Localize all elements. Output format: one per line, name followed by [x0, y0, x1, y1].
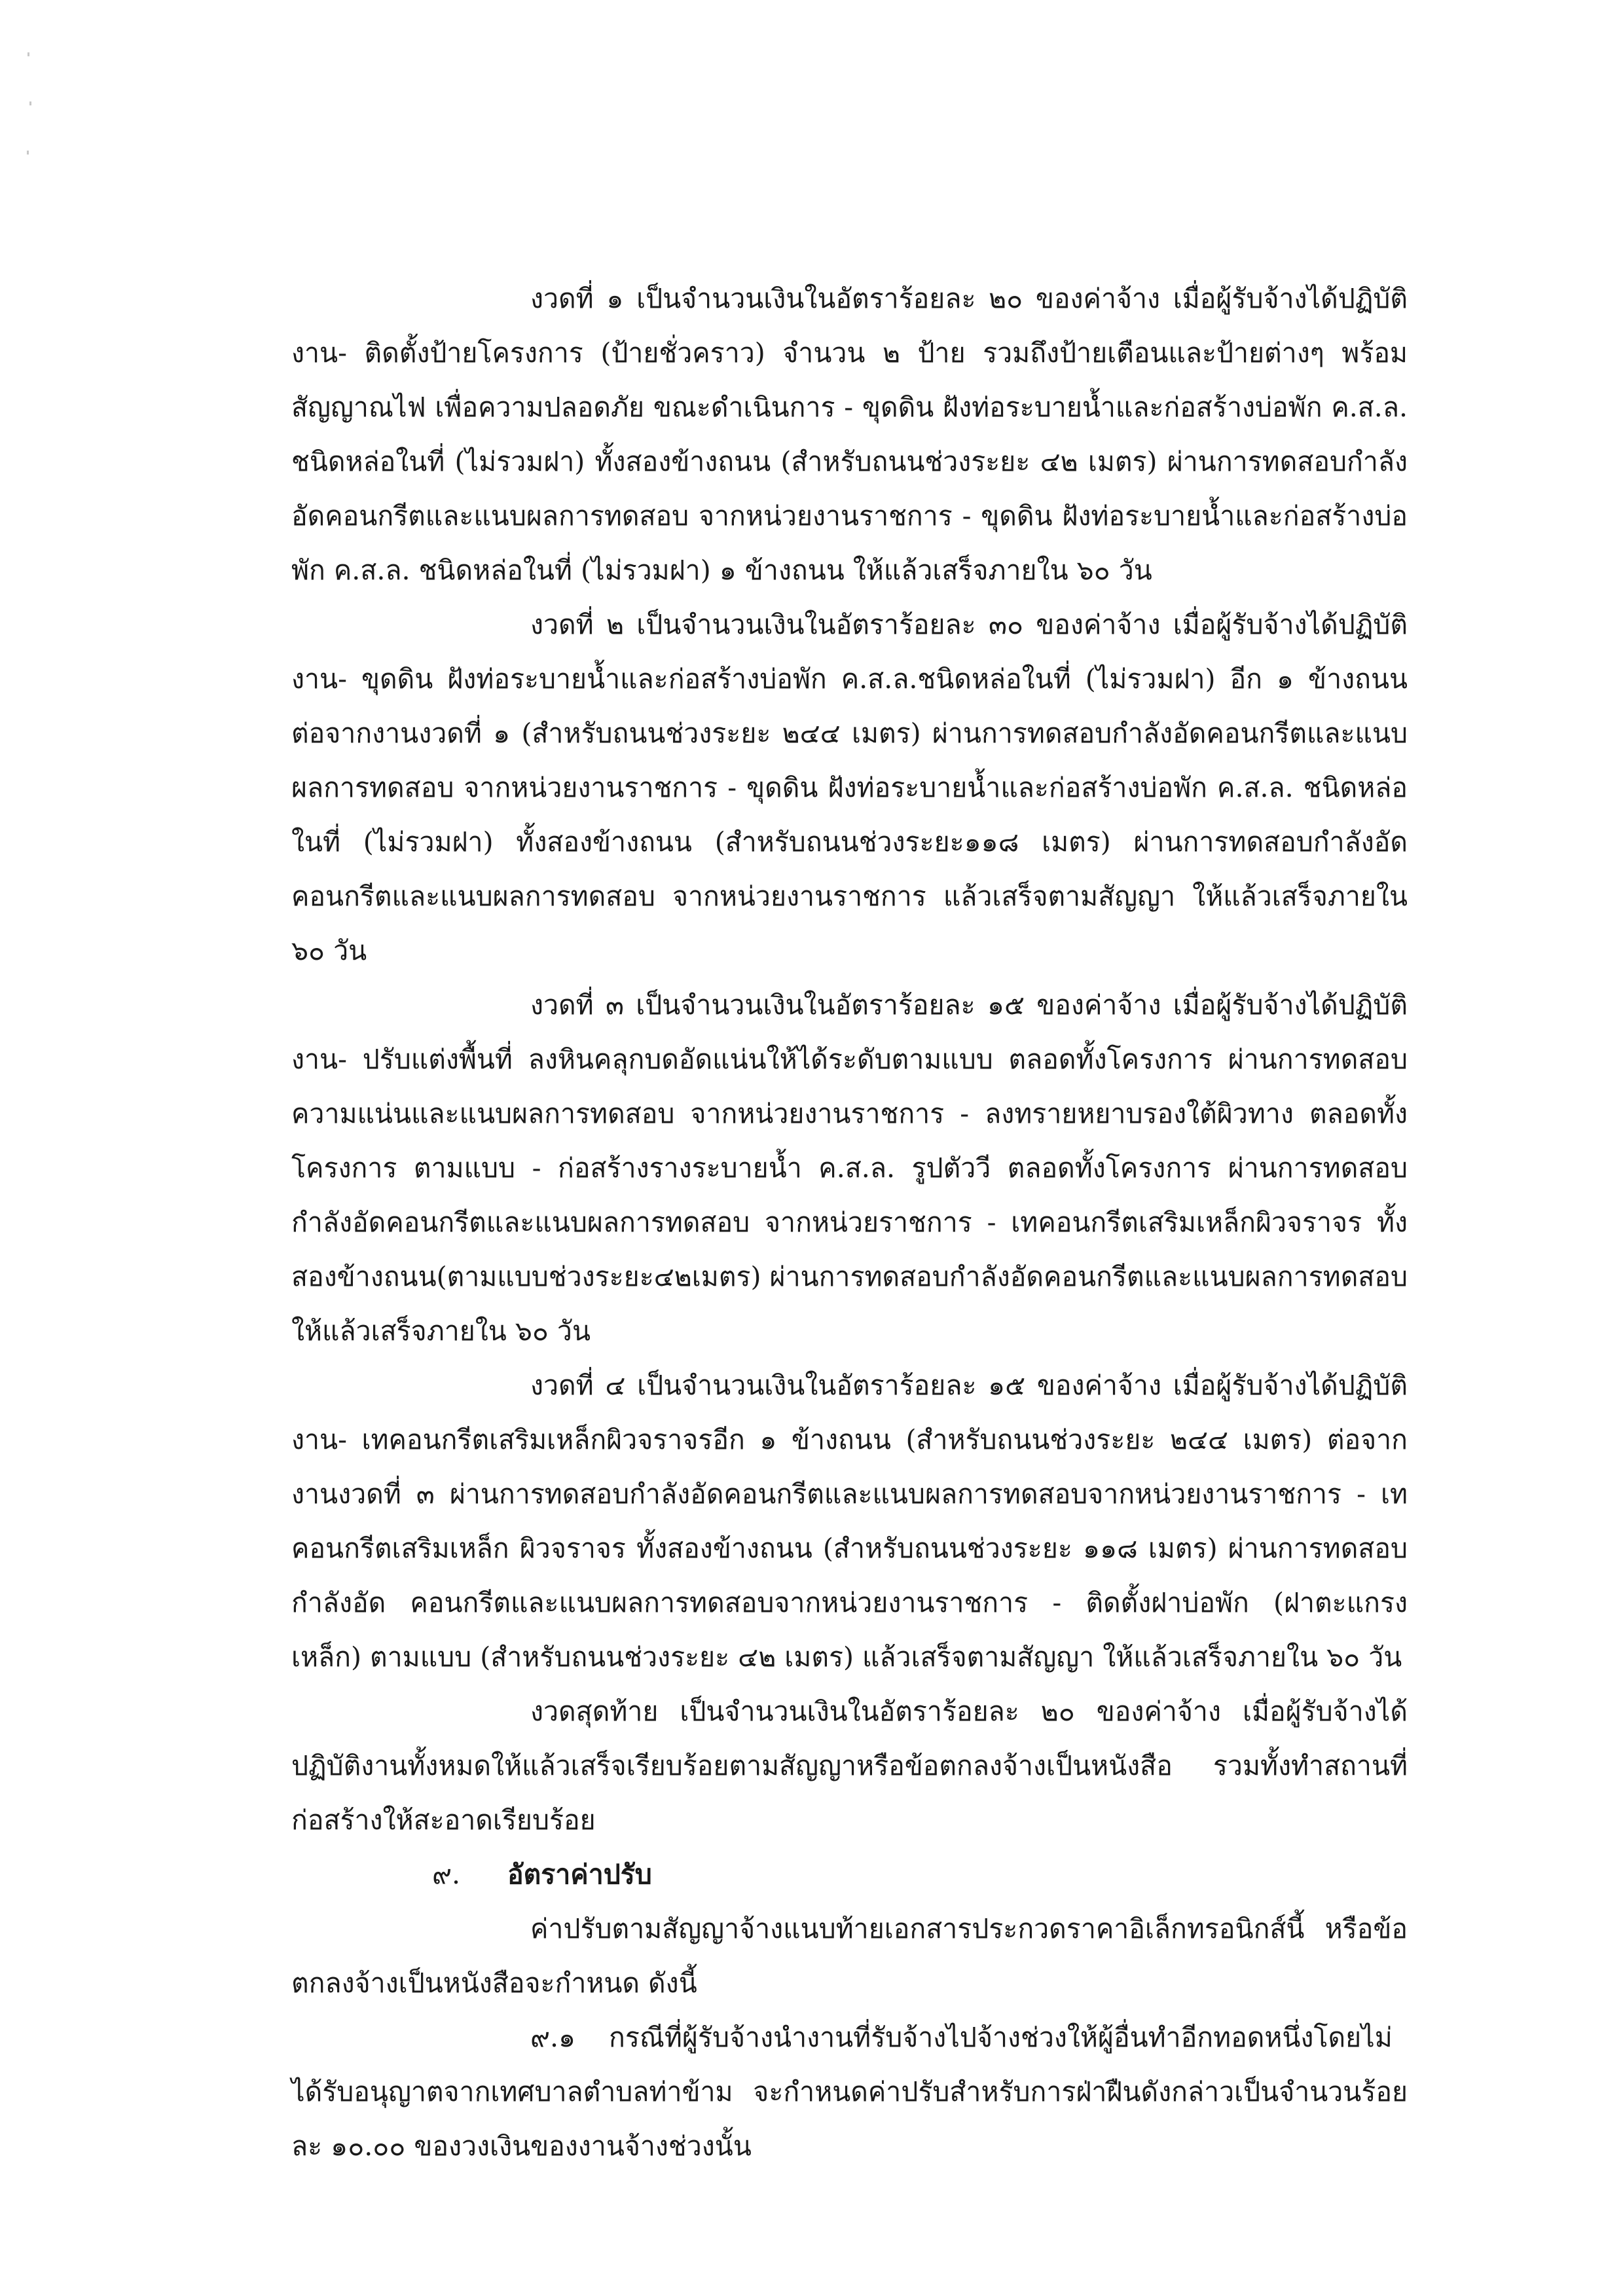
- installment-final-paragraph: งวดสุดท้าย เป็นจำนวนเงินในอัตราร้อยละ ๒๐ ของค่าจ้าง เมื่อผู้รับจ้างได้ปฏิบัติงานทั้งหมดให้แล้วเสร็จเรียบร้อยตามสัญญาหรือข้อตกลงจ้างเป็นหนังสือ รวมทั้งทำสถานที่ก่อสร้างให้สะอาดเรียบร้อย: [291, 1696, 1408, 1836]
- section-9-1-paragraph: [291, 2011, 1408, 2174]
- section-9-1-number: ๙.๑: [530, 2022, 576, 2053]
- scan-speck: [27, 151, 29, 155]
- scan-artifacts: [26, 39, 33, 170]
- section-9-heading: [291, 1848, 1408, 1902]
- section-9-1-text: กรณีที่ผู้รับจ้างนำงานที่รับจ้างไปจ้างช่วงให้ผู้อื่นทำอีกทอดหนึ่งโดยไม่ได้รับอนุญาตจากเทศบาลตำบลท่าข้าม จะกำหนดค่าปรับสำหรับการฝ่าฝืนดังกล่าวเป็นจำนวนร้อยละ ๑๐.๐๐ ของวงเงินของงานจ้างช่วงนั้น: [291, 2022, 1408, 2162]
- document-body: [291, 272, 1408, 2174]
- installment-4-paragraph: งวดที่ ๔ เป็นจำนวนเงินในอัตราร้อยละ ๑๕ ของค่าจ้าง เมื่อผู้รับจ้างได้ปฏิบัติงาน- เทคอนกรีตเสริมเหล็กผิวจราจรอีก ๑ ข้างถนน (สำหรับถนนช่วงระยะ ๒๔๔ เมตร) ต่อจากงานงวดที่ ๓ ผ่านการทดสอบกำลังอัดคอนกรีตและแนบผลการทดสอบจากหน่วยงานราชการ - เทคอนกรีตเสริมเหล็ก ผิวจราจร ทั้งสองข้างถนน (สำหรับถนนช่วงระยะ ๑๑๘ เมตร) ผ่านการทดสอบกำลังอัด คอนกรีตและแนบผลการทดสอบจากหน่วยงานราชการ - ติดตั้งฝาบ่อพัก (ฝาตะแกรงเหล็ก) ตามแบบ (สำหรับถนนช่วงระยะ ๔๒ เมตร) แล้วเสร็จตามสัญญา ให้แล้วเสร็จภายใน ๖๐ วัน: [291, 1370, 1408, 1673]
- installment-3-paragraph: งวดที่ ๓ เป็นจำนวนเงินในอัตราร้อยละ ๑๕ ของค่าจ้าง เมื่อผู้รับจ้างได้ปฏิบัติงาน- ปรับแต่งพื้นที่ ลงหินคลุกบดอัดแน่นให้ได้ระดับตามแบบ ตลอดทั้งโครงการ ผ่านการทดสอบความแน่นและแนบผลการทดสอบ จากหน่วยงานราชการ - ลงทรายหยาบรองใต้ผิวทาง ตลอดทั้งโครงการ ตามแบบ - ก่อสร้างรางระบายน้ำ ค.ส.ล. รูปตัววี ตลอดทั้งโครงการ ผ่านการทดสอบกำลังอัดคอนกรีตและแนบผลการทดสอบ จากหน่วยราชการ - เทคอนกรีตเสริมเหล็กผิวจราจร ทั้งสองข้างถนน(ตามแบบช่วงระยะ๔๒เมตร) ผ่านการทดสอบกำลังอัดคอนกรีตและแนบผลการทดสอบ ให้แล้วเสร็จภายใน ๖๐ วัน: [291, 989, 1408, 1347]
- scan-speck: [27, 52, 29, 56]
- section-9-intro: ค่าปรับตามสัญญาจ้างแนบท้ายเอกสารประกวดราคาอิเล็กทรอนิกส์นี้ หรือข้อตกลงจ้างเป็นหนังสือจะกำหนด ดังนี้: [291, 1913, 1408, 1999]
- installment-2-paragraph: งวดที่ ๒ เป็นจำนวนเงินในอัตราร้อยละ ๓๐ ของค่าจ้าง เมื่อผู้รับจ้างได้ปฏิบัติงาน- ขุดดิน ฝังท่อระบายน้ำและก่อสร้างบ่อพัก ค.ส.ล.ชนิดหล่อในที่ (ไม่รวมฝา) อีก ๑ ข้างถนน ต่อจากงานงวดที่ ๑ (สำหรับถนนช่วงระยะ ๒๔๔ เมตร) ผ่านการทดสอบกำลังอัดคอนกรีตและแนบผลการทดสอบ จากหน่วยงานราชการ - ขุดดิน ฝังท่อระบายน้ำและก่อสร้างบ่อพัก ค.ส.ล. ชนิดหล่อในที่ (ไม่รวมฝา) ทั้งสองข้างถนน (สำหรับถนนช่วงระยะ๑๑๘ เมตร) ผ่านการทดสอบกำลังอัดคอนกรีตและแนบผลการทดสอบ จากหน่วยงานราชการ แล้วเสร็จตามสัญญา ให้แล้วเสร็จภายใน ๖๐ วัน: [291, 609, 1408, 966]
- section-9-number: ๙.: [432, 1859, 461, 1890]
- section-9-title: อัตราค่าปรับ: [507, 1859, 652, 1890]
- scan-speck: [29, 101, 31, 105]
- installment-1-paragraph: งวดที่ ๑ เป็นจำนวนเงินในอัตราร้อยละ ๒๐ ของค่าจ้าง เมื่อผู้รับจ้างได้ปฏิบัติงาน- ติดตั้งป้ายโครงการ (ป้ายชั่วคราว) จำนวน ๒ ป้าย รวมถึงป้ายเตือนและป้ายต่างๆ พร้อมสัญญาณไฟ เพื่อความปลอดภัย ขณะดำเนินการ - ขุดดิน ฝังท่อระบายน้ำและก่อสร้างบ่อพัก ค.ส.ล. ชนิดหล่อในที่ (ไม่รวมฝา) ทั้งสองข้างถนน (สำหรับถนนช่วงระยะ ๔๒ เมตร) ผ่านการทดสอบกำลังอัดคอนกรีตและแนบผลการทดสอบ จากหน่วยงานราชการ - ขุดดิน ฝังท่อระบายน้ำและก่อสร้างบ่อพัก ค.ส.ล. ชนิดหล่อในที่ (ไม่รวมฝา) ๑ ข้างถนน ให้แล้วเสร็จภายใน ๖๐ วัน: [291, 283, 1408, 586]
